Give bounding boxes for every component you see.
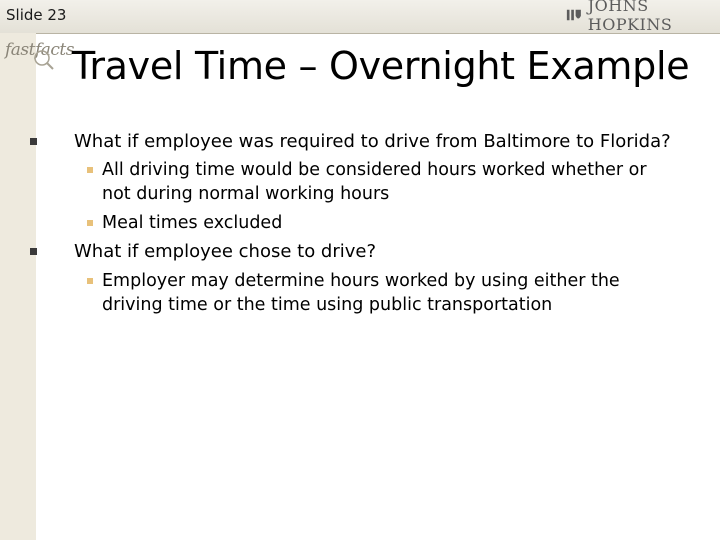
bullet-marker <box>30 248 37 255</box>
bullet-1-text: What if employee was required to drive from Baltimore to Florida? <box>74 131 671 152</box>
bullet-1 <box>74 130 671 153</box>
logo <box>566 0 720 34</box>
university-shield-icon <box>566 7 582 23</box>
bullet-2 <box>74 240 376 263</box>
sub-bullet-marker <box>87 278 93 284</box>
fastfacts-text: fastfacts <box>5 40 74 60</box>
sub-bullet-line: All driving time would be considered hours worked whether or <box>102 160 647 180</box>
sub-bullet-line: Meal times excluded <box>102 213 283 233</box>
fastfacts-badge <box>5 40 75 82</box>
sub-bullet-line: Employer may determine hours worked by using either the <box>102 271 620 291</box>
sub-bullet-2-1 <box>102 270 620 317</box>
magnifier-icon <box>33 49 55 71</box>
slide-title: Travel Time – Overnight Example <box>72 44 690 88</box>
slide-number: Slide 23 <box>6 6 67 24</box>
sub-bullet-line: not during normal working hours <box>102 183 390 204</box>
left-band <box>0 33 36 540</box>
sub-bullet-marker <box>87 167 93 173</box>
bullet-marker <box>30 138 37 145</box>
sub-bullet-1-2 <box>102 212 282 236</box>
sub-bullet-line: driving time or the time using public transportation <box>102 294 553 315</box>
sub-bullet-1-1 <box>102 159 647 206</box>
bullet-2-text: What if employee chose to drive? <box>74 241 377 262</box>
sub-bullet-marker <box>87 220 93 226</box>
logo-text: JOHNS HOPKINS <box>587 0 673 34</box>
